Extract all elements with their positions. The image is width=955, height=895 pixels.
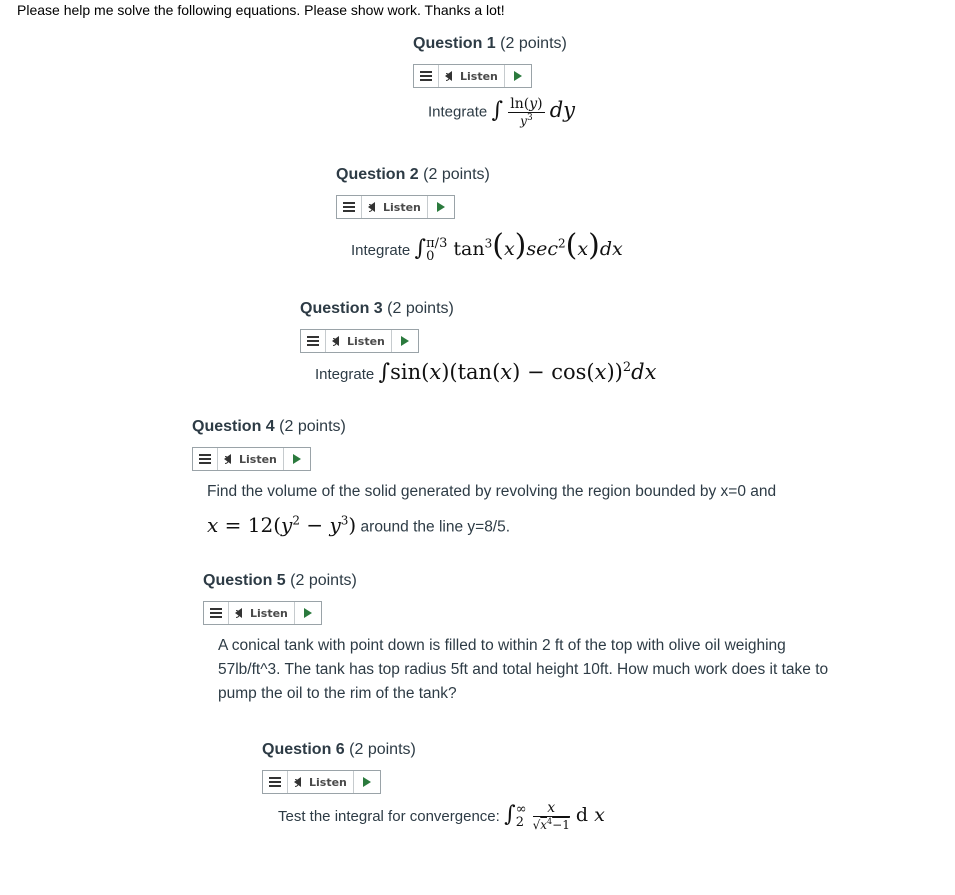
question-1-title: Question 1 (2 points) — [413, 35, 567, 52]
question-1-prompt: Integrate ∫ $\frac{\ln(y)}{y^3}$ dy — [428, 96, 575, 128]
question-1 — [413, 34, 567, 88]
question-2-expression: ∫ π/3 0 $\tan^3(x)\sec^2(x)dx$ — [414, 228, 623, 264]
intro-text: Please help me solve the following equations. Please show work. Thanks a lot! — [17, 2, 505, 18]
play-icon[interactable] — [428, 196, 454, 218]
listen-button[interactable]: Listen — [288, 771, 354, 793]
listen-widget — [413, 64, 532, 88]
question-3 — [300, 299, 454, 353]
speaker-icon — [368, 202, 375, 212]
play-icon[interactable] — [392, 330, 418, 352]
question-4-expression: $x = 12(y^2 - y^3)$ — [207, 512, 357, 537]
play-icon[interactable] — [284, 448, 310, 470]
menu-icon[interactable] — [263, 771, 288, 793]
question-3-title: Question 3 (2 points) — [300, 300, 454, 317]
play-icon[interactable] — [505, 65, 531, 87]
question-2-prompt: Integrate ∫ π/3 0 $\tan^3(x)\sec^2(x)dx$ — [351, 228, 623, 264]
listen-widget — [300, 329, 419, 353]
listen-button[interactable]: Listen — [326, 330, 392, 352]
listen-button[interactable]: Listen — [218, 448, 284, 470]
question-2-title: Question 2 (2 points) — [336, 166, 490, 183]
listen-button[interactable]: Listen — [362, 196, 428, 218]
play-icon[interactable] — [295, 602, 321, 624]
menu-icon[interactable] — [414, 65, 439, 87]
menu-icon[interactable] — [204, 602, 229, 624]
listen-button[interactable]: Listen — [439, 65, 505, 87]
question-6 — [262, 740, 416, 794]
question-3-expression: $\int\sin(x)(\tan(x) - \cos(x))^2dx$ — [378, 360, 657, 385]
listen-widget — [203, 601, 322, 625]
question-4-title: Question 4 (2 points) — [192, 418, 346, 435]
speaker-icon — [332, 336, 339, 346]
listen-button[interactable]: Listen — [229, 602, 295, 624]
listen-widget — [336, 195, 455, 219]
question-6-prompt: Test the integral for convergence: ∫ ∞ 2 $\frac{x}{√x^4-1}$ d x — [278, 800, 605, 832]
question-2 — [336, 165, 490, 219]
question-1-expression: ∫ $\frac{\ln(y)}{y^3}$ dy — [491, 96, 575, 128]
listen-widget — [262, 770, 381, 794]
menu-icon[interactable] — [337, 196, 362, 218]
question-6-title: Question 6 (2 points) — [262, 741, 416, 758]
listen-widget — [192, 447, 311, 471]
question-4-prompt: Find the volume of the solid generated by revolving the region bounded by x=0 and $x = 12(y^2 - y^3)$ around the line y=8/5. — [207, 483, 777, 537]
play-icon[interactable] — [354, 771, 380, 793]
menu-icon[interactable] — [301, 330, 326, 352]
question-5 — [203, 571, 357, 625]
question-4 — [192, 417, 346, 471]
question-6-expression: ∫ ∞ 2 $\frac{x}{√x^4-1}$ d x — [504, 800, 605, 832]
question-3-prompt: Integrate $\int\sin(x)(\tan(x) - \cos(x))^2dx$ — [315, 360, 657, 385]
question-5-title: Question 5 (2 points) — [203, 572, 357, 589]
speaker-icon — [294, 777, 301, 787]
menu-icon[interactable] — [193, 448, 218, 470]
speaker-icon — [235, 608, 242, 618]
speaker-icon — [224, 454, 231, 464]
speaker-icon — [445, 71, 452, 81]
question-5-prompt: A conical tank with point down is filled to within 2 ft of the top with olive oil weighing 57lb/ft^3. The tank has top radius 5ft and total height 10ft. How much work does it take to pump the oil to the rim of the tank? — [218, 637, 829, 702]
